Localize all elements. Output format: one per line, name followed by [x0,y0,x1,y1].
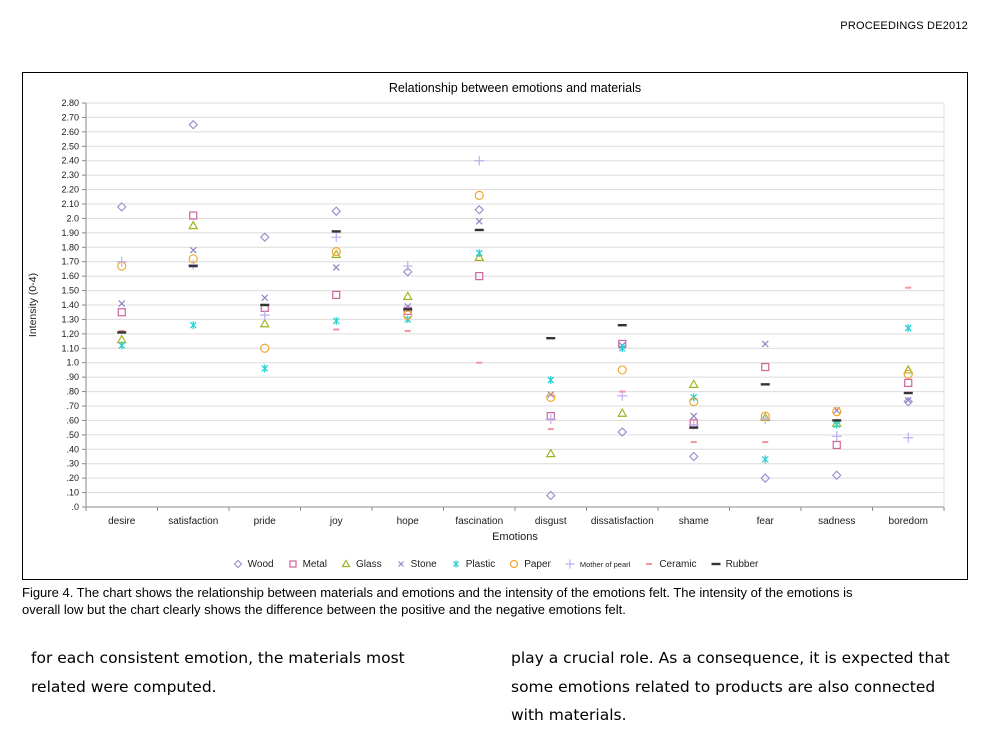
y-tick-label: 1.90 [61,227,79,238]
marker-stone-pride [262,295,268,301]
marker-wood-shame [690,453,698,461]
x-axis-title: Emotions [492,531,538,541]
y-tick-label: 2.70 [61,112,79,123]
y-tick-label: 1.0 [66,357,79,368]
legend-item-stone [395,558,437,570]
y-tick-label: 2.60 [61,126,79,137]
marker-mother-of-pearl-joy [331,232,341,242]
legend-item-rubber [710,558,759,570]
page-header [840,20,968,32]
marker-plastic-fascination [476,249,482,257]
marker-stone-shame [691,413,697,419]
marker-glass-satisfaction [189,222,197,229]
chart-canvas [23,73,967,541]
figure-caption: Figure 4. The chart shows the relationship between materials and emotions and the intensity of the emotions felt. The intensity of the emotions is overall low but the chart clearly shows the difference between the positive and the negative emotions felt. [22,585,853,617]
marker-mother-of-pearl-boredom [903,433,913,443]
marker-stone-satisfaction [190,247,196,253]
y-tick-label: 1.30 [61,314,79,325]
marker-glass-shame [690,380,698,387]
legend-label-wood: Wood [247,558,274,570]
marker-wood-satisfaction [189,121,197,129]
y-tick-label: 1.40 [61,300,79,310]
marker-plastic-joy [333,317,339,325]
legend-item-paper [508,558,551,570]
marker-plastic-pride [262,364,268,372]
body-text-left: for each consistent emotion, the materials most related were computed. [31,649,405,696]
legend-item-metal [287,558,327,570]
x-tick-label-disgust: disgust [534,516,567,527]
y-tick-label: 1.70 [61,256,79,267]
legend-item-plastic [450,558,495,570]
marker-stone-joy [333,264,339,270]
legend-label-rubber: Rubber [725,558,759,570]
body-text-right: play a crucial role. As a consequence, it is expected that some emotions related to products are also connected with materials. [511,649,950,724]
y-tick-label: .10 [66,487,79,498]
x-tick-label-fascination: fascination [455,516,504,527]
legend-label-plastic: Plastic [465,558,496,570]
y-tick-label: 2.0 [66,213,79,224]
marker-wood-boredom [904,398,912,406]
x-tick-label-fear: fear [756,516,774,527]
x-tick-label-sadness: sadness [818,516,856,527]
legend-label-paper: Paper [524,558,551,570]
marker-plastic-satisfaction [190,321,196,329]
y-tick-label: 1.50 [61,285,79,296]
legend-label-metal: Metal [302,558,328,570]
wood-marker-icon [232,558,244,570]
marker-glass-dissatisfaction [618,409,626,416]
marker-wood-joy [332,207,340,215]
y-tick-label: 2.80 [61,98,79,108]
y-tick-label: 2.40 [61,155,79,166]
x-tick-label-hope: hope [396,516,419,527]
marker-plastic-fear [762,455,768,463]
y-tick-label: .80 [66,386,79,397]
y-tick-label: 1.80 [61,242,79,253]
marker-paper-fascination [475,191,483,199]
y-tick-label: 1.20 [61,328,79,339]
marker-glass-pride [261,320,269,327]
plastic-marker-icon [450,558,462,570]
ceramic-marker-icon [643,558,655,570]
legend-item-wood [232,558,274,570]
legend-label-stone: Stone [410,558,437,570]
marker-metal-joy [333,291,340,298]
marker-metal-desire [118,309,125,316]
marker-mother-of-pearl-hope [403,261,413,271]
legend-label-mother-of-pearl: Mother of pearl [579,559,631,569]
metal-marker-icon [287,558,299,570]
y-tick-label: .30 [66,458,79,469]
y-tick-label: .70 [66,401,79,411]
marker-glass-hope [404,292,412,299]
y-tick-label: .40 [66,444,79,455]
y-tick-label: 1.60 [61,271,79,282]
marker-plastic-boredom [905,324,911,332]
paper-marker-icon [508,558,520,570]
legend-label-glass: Glass [356,558,382,570]
glass-marker-icon [340,558,352,570]
x-tick-label-pride: pride [253,516,276,527]
marker-stone-fear [762,341,768,347]
y-tick-label: 2.20 [61,184,79,195]
y-axis-title: Intensity (0-4) [27,272,39,338]
marker-plastic-desire [119,341,125,349]
chart-title: Relationship between emotions and materials [388,81,642,95]
x-tick-label-satisfaction: satisfaction [168,516,219,527]
marker-stone-desire [119,301,125,307]
y-tick-label: .0 [71,502,79,512]
legend-item-mother-of-pearl [564,558,630,570]
y-tick-label: .50 [66,429,79,440]
y-tick-label: .20 [66,473,79,484]
marker-paper-dissatisfaction [618,366,626,374]
x-tick-label-shame: shame [678,516,709,527]
x-tick-label-dissatisfaction: dissatisfaction [590,516,654,527]
x-tick-label-boredom: boredom [888,516,928,527]
chart-legend [23,558,967,570]
y-tick-label: 2.50 [61,141,79,152]
marker-wood-fascination [475,206,483,214]
y-tick-label: 2.30 [61,170,79,181]
marker-glass-disgust [547,450,555,457]
mother-of-pearl-marker-icon [564,558,576,570]
stone-marker-icon [395,558,407,570]
legend-item-glass [340,558,382,570]
figure-4-chart [22,72,968,580]
marker-metal-fear [762,364,769,371]
marker-plastic-sadness [834,421,840,429]
legend-item-ceramic [643,558,696,570]
y-tick-label: 2.10 [61,199,79,209]
proceedings-label: PROCEEDINGS DE2012 [840,20,968,32]
x-tick-label-desire: desire [108,516,136,527]
marker-metal-boredom [905,379,912,386]
marker-stone-fascination [476,218,482,224]
marker-mother-of-pearl-sadness [832,431,842,441]
x-tick-label-joy: joy [329,516,343,527]
y-tick-label: 1.10 [61,343,79,354]
emotions-materials-chart [23,73,965,541]
marker-mother-of-pearl-fascination [474,156,484,166]
marker-plastic-disgust [548,376,554,384]
y-tick-label: .60 [66,415,79,426]
rubber-marker-icon [710,558,722,570]
marker-wood-pride [261,233,269,241]
marker-metal-sadness [833,441,840,448]
legend-label-ceramic: Ceramic [659,558,697,570]
marker-paper-sadness [833,408,841,416]
y-tick-label: .90 [66,372,79,383]
